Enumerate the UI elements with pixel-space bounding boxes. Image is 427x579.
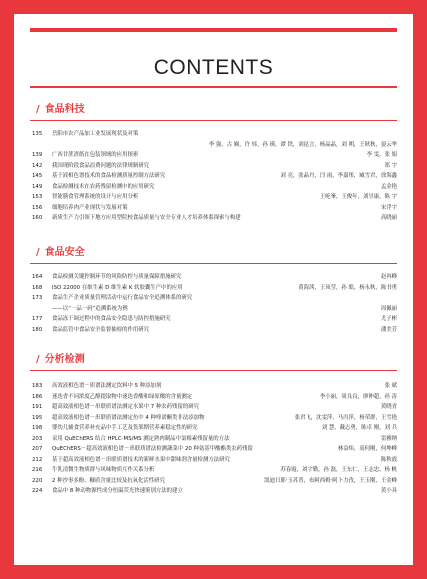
section-divider — [30, 263, 397, 264]
article-title: ISO 22000 在维生素 D 维生素 K 软胶囊生产中的应用 — [52, 284, 183, 291]
section-slash-icon: / — [36, 354, 40, 365]
article-title: 食品中 8 种动物源性成分恒温荧光快速鉴别方法的建立 — [52, 488, 183, 494]
article-authors: 宋浮宇 — [380, 204, 397, 211]
article-authors: 李 雯，张 娟 — [366, 152, 397, 158]
toc-entry[interactable] — [32, 294, 397, 303]
article-authors: 刘 亮，张晶丹，闫 雨，李嘉彤，臧雪君，徐海鑫 — [280, 173, 397, 179]
article-title: 广西甘蔗渣纸在包装领域的应用探索 — [52, 152, 139, 158]
toc-entry[interactable] — [32, 487, 397, 496]
article-title: 食品生产企业质量管理活动中运行食品安全追溯体系的研究 — [52, 295, 193, 301]
toc-entry[interactable] — [32, 130, 397, 139]
article-title: 基于超高效液相色谱－串联质谱技术的新鲜水果中甜味剂含量检测方法研究 — [52, 456, 230, 463]
page-number: 220 — [32, 477, 43, 484]
article-authors: 黄小具 — [380, 488, 397, 494]
article-title: 智能膳食管理系统的设计与应用分析 — [52, 194, 139, 200]
page-number: 173 — [32, 295, 43, 301]
page-number: 145 — [32, 173, 43, 179]
toc-entry[interactable] — [32, 315, 397, 324]
page-number: 224 — [32, 488, 43, 494]
article-title: 婴幼儿辅食营养补充品中手工艺及货架期营养素稳定性的研究 — [52, 425, 198, 431]
article-authors: 李 强，古 娴，许 炜，孙 瑛，谭 铁，刘昆言，杨晶晶，刘 朔，王秋秋，晏云华 — [208, 141, 397, 148]
article-title: 迷迭香不同浓度乙醇提取物中迷迭香酸和绿原酸的含量测定 — [52, 393, 193, 400]
article-title: 基于液相色谱技术的食品检测质量控制方法研究 — [52, 173, 166, 179]
article-title: 食品冻干调过程中的食品安全隐患与防控措施研究 — [52, 316, 171, 322]
article-authors: 周佩丽 — [380, 305, 397, 312]
article-authors: 黄晓青 — [380, 404, 397, 410]
page-number: 203 — [32, 435, 43, 442]
article-authors: 尤子彬 — [380, 316, 397, 322]
page-number: 153 — [32, 194, 43, 200]
toc-entry[interactable] — [32, 193, 397, 202]
article-authors: 林益炜，高何刚，何坤峰 — [337, 446, 397, 452]
page-number: 212 — [32, 456, 43, 463]
page-number: 216 — [32, 467, 43, 473]
article-title: 超高效液相色谱－串联质谱法测定鱼中 4 种喹诺酮类非法添加物 — [52, 414, 205, 421]
toc-entry[interactable] — [32, 393, 397, 402]
article-authors: 张 斌 — [384, 383, 397, 389]
article-title: 我国现阶段食品浪费问题的法律规制研究 — [52, 162, 150, 169]
article-authors: 凯迪日耶·玉苏普，布阿西姆·阿卜力孜，王玉刚，王金峰 — [264, 477, 397, 484]
article-title: QuEChERS－超高效液相色谱－串联质谱法检测蔬菜中 20 种氨基甲酸酯类农药残留 — [52, 446, 253, 452]
article-authors: 高晓丽 — [380, 215, 397, 221]
article-authors: 李小丽，周良良，廖伸超，孙 涛 — [319, 393, 397, 400]
top-rule — [30, 28, 397, 32]
toc-entry[interactable] — [32, 141, 397, 150]
page-number: 135 — [32, 131, 43, 137]
article-title: 食品检测技术在农药残留检测中的应用研究 — [52, 183, 155, 190]
toc-entry[interactable] — [32, 382, 397, 391]
page-number: 186 — [32, 393, 43, 400]
page-number: 160 — [32, 215, 43, 221]
section-heading — [36, 350, 85, 365]
section-name: 食品安全 — [44, 247, 85, 258]
page-number: 139 — [32, 152, 43, 158]
page-number: 177 — [32, 316, 43, 322]
article-authors: 郑 宇 — [384, 162, 397, 169]
page-number: 180 — [32, 326, 43, 333]
page-number: 191 — [32, 404, 43, 410]
toc-entry[interactable] — [32, 414, 397, 423]
toc-entry[interactable] — [32, 445, 397, 454]
article-authors: 雷雅纳 — [380, 435, 397, 442]
page-number: 164 — [32, 274, 43, 280]
toc-entry[interactable] — [32, 172, 397, 181]
section-heading — [36, 243, 85, 258]
page-number: 168 — [32, 284, 43, 291]
article-title: 高效液相色谱－质谱法测定饮料中 5 种添加剂 — [52, 383, 162, 389]
toc-entry[interactable] — [32, 204, 397, 213]
article-authors: 张君飞，沈雯萍，马丙萍，杨荣群，王雪艳 — [294, 414, 397, 421]
article-authors: 王屹峯，王俊年，刘昱康，陈 宇 — [319, 194, 397, 200]
toc-entry[interactable] — [32, 305, 397, 314]
toc-entry[interactable] — [32, 466, 397, 475]
toc-entry[interactable] — [32, 284, 397, 293]
toc-entry[interactable] — [32, 214, 397, 223]
article-title: 牛乳清微生物质群与风味物质互作关系分析 — [52, 467, 155, 473]
article-title: 超高效液相色谱－串联质谱法测定水果中 7 种农药残留的研究 — [52, 404, 200, 410]
section-heading — [36, 100, 85, 115]
article-title: 细胞培养肉产业现状与发展对策 — [52, 204, 128, 211]
toc-entry[interactable] — [32, 151, 397, 160]
title-divider — [30, 86, 397, 88]
page-number: 195 — [32, 414, 43, 421]
article-title: 食品检测关键控制环节的风险防控与质量保障措施研究 — [52, 274, 182, 280]
page-number: 183 — [32, 383, 43, 389]
toc-entry[interactable] — [32, 183, 397, 192]
article-authors: 刘 慧，戴志勇，陈卓 刚，刘 兵 — [321, 425, 397, 431]
article-title: 岳阳市农产品加工业发展现状及对策 — [52, 131, 139, 137]
page-number: 156 — [32, 204, 43, 211]
toc-entry[interactable] — [32, 326, 397, 335]
section-slash-icon: / — [36, 247, 40, 258]
page-number: 198 — [32, 425, 43, 431]
page-title: CONTENTS — [153, 56, 274, 79]
page-number: 149 — [32, 183, 43, 190]
article-title: 2 种沙枣多酚、糠质含量比较及抗氧化活性研究 — [52, 477, 165, 484]
section-name: 食品科技 — [44, 104, 85, 115]
toc-entry[interactable] — [32, 424, 397, 433]
section-divider — [30, 370, 397, 371]
toc-entry[interactable] — [32, 477, 397, 486]
article-authors: 苏春霞，刘宇勤，孙 磊，王东仁，王志忠，杨 帆 — [280, 467, 397, 473]
article-title: 食品监管中食品安全监督抽检的作用研究 — [52, 326, 150, 333]
section-slash-icon: / — [36, 104, 40, 115]
article-authors: 赵再峰 — [380, 274, 397, 280]
article-title: ——以“一品一码”追溯系统为例 — [52, 305, 128, 312]
toc-entry[interactable] — [32, 162, 397, 171]
toc-entry[interactable] — [32, 456, 397, 465]
contents-page — [14, 14, 413, 565]
article-title: 新质生产力引领下地方应用型院校食品质量与安全专业人才培养体系探索与构建 — [52, 215, 241, 221]
page-number: 142 — [32, 162, 43, 169]
section-divider — [30, 120, 397, 121]
section-name: 分析检测 — [44, 354, 85, 365]
toc-entry[interactable] — [32, 273, 397, 282]
article-authors: 孟金艳 — [380, 183, 397, 190]
toc-entry[interactable] — [32, 403, 397, 412]
article-title: 采用 QuEChERS 结合 HPLC-MS/MS 测定熟肉制品中氯霉素残留量的方法 — [52, 435, 230, 442]
toc-entry[interactable] — [32, 435, 397, 444]
article-authors: 陈秋霞 — [380, 456, 397, 463]
article-authors: 潘美芳 — [380, 326, 397, 333]
page-number: 207 — [32, 446, 43, 452]
article-authors: 黄海茜，王凤莹，孙 皓，杨永秋，陈书勇 — [298, 284, 397, 291]
